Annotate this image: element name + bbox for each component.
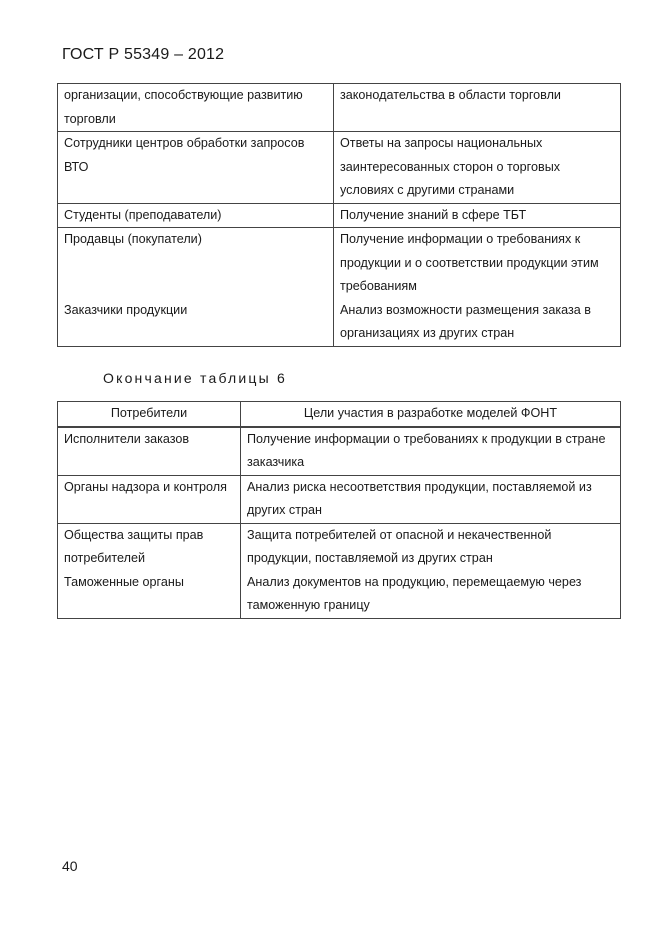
column-header: Потребители (58, 402, 241, 427)
page-number: 40 (62, 858, 78, 874)
table-row (58, 475, 621, 523)
table-cell: Получение информации о требованиях к продукции и о соответствии продукции этим требованиям (334, 228, 621, 299)
table-row (58, 427, 621, 476)
table-cell: Ответы на запросы национальных заинтересованных сторон о торговых условиях с другими странами (334, 132, 621, 204)
document-header: ГОСТ Р 55349 – 2012 (62, 46, 225, 63)
table-row (58, 523, 621, 571)
table-cell: Анализ документов на продукцию, перемещаемую через таможенную границу (241, 571, 621, 619)
table-6-continuation (57, 83, 621, 347)
table-cell: организации, способствующие развитию торговли (58, 84, 334, 132)
table-cell: Таможенные органы (58, 571, 241, 619)
table-cell: Продавцы (покупатели) (58, 228, 334, 299)
table-row (58, 299, 621, 347)
table-cell: Исполнители заказов (58, 427, 241, 476)
table-row (58, 228, 621, 299)
table-cell: Общества защиты прав потребителей (58, 523, 241, 571)
table-6-end (57, 401, 621, 619)
table-cell: Заказчики продукции (58, 299, 334, 347)
table-cell: Защита потребителей от опасной и некачественной продукции, поставляемой из других стран (241, 523, 621, 571)
table-cell: Анализ риска несоответствия продукции, поставляемой из других стран (241, 475, 621, 523)
table-row (58, 203, 621, 228)
table-row (58, 84, 621, 132)
table-cell: Сотрудники центров обработки запросов ВТО (58, 132, 334, 204)
table-row (58, 571, 621, 619)
table-cell: законодательства в области торговли (334, 84, 621, 132)
table-cell: Получение знаний в сфере ТБТ (334, 203, 621, 228)
table-header-row (58, 402, 621, 427)
table-cell: Студенты (преподаватели) (58, 203, 334, 228)
table-cell: Получение информации о требованиях к продукции в стране заказчика (241, 427, 621, 476)
table-cell: Анализ возможности размещения заказа в организациях из других стран (334, 299, 621, 347)
table-caption: Окончание таблицы 6 (103, 370, 287, 386)
column-header: Цели участия в разработке моделей ФОНТ (241, 402, 621, 427)
table-row (58, 132, 621, 204)
table-cell: Органы надзора и контроля (58, 475, 241, 523)
